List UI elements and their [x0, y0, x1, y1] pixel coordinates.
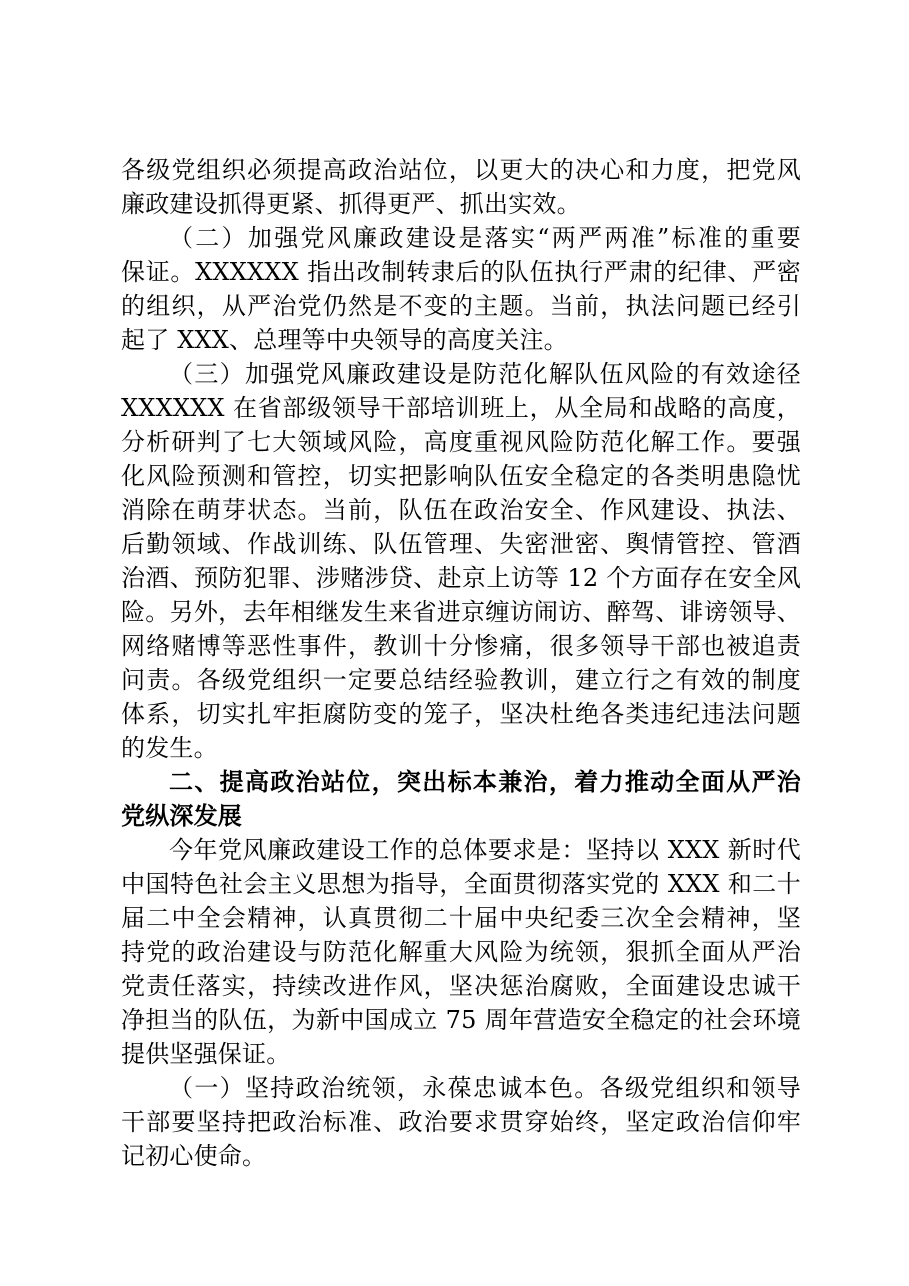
paragraph-line: 持党的政治建设与防范化解重大风险为统领，狠抓全面从严治 — [121, 938, 801, 966]
paragraph-line: 消除在萌芽状态。当前，队伍在政治安全、作风建设、执法、 — [121, 496, 801, 524]
paragraph-line: 提供坚强保证。 — [121, 1040, 291, 1068]
paragraph-line: 化风险预测和管控，切实把影响队伍安全稳定的各类明患隐忧 — [121, 462, 801, 490]
paragraph-line: 保证。XXXXXX 指出改制转隶后的队伍执行严肃的纪律、严密 — [121, 258, 801, 286]
paragraph-line: 分析研判了七大领域风险，高度重视风险防范化解工作。要强 — [121, 428, 801, 456]
chapter-heading-line: 二、提高政治站位，突出标本兼治，着力推动全面从严治 — [169, 767, 801, 796]
section-3-heading-line: （三）加强党风廉政建设是防范化解队伍风险的有效途径 — [169, 360, 801, 388]
chapter-heading-line: 党纵深发展 — [121, 801, 242, 830]
paragraph-line: 的组织，从严治党仍然是不变的主题。当前，执法问题已经引 — [121, 292, 801, 320]
paragraph-line: 体系，切实扎牢拒腐防变的笼子，坚决杜绝各类违纪违法问题 — [121, 700, 801, 728]
paragraph-line: 后勤领域、作战训练、队伍管理、失密泄密、舆情管控、管酒 — [121, 530, 801, 558]
paragraph-line: 起了 XXX、总理等中央领导的高度关注。 — [121, 326, 568, 354]
paragraph-line: 今年党风廉政建设工作的总体要求是：坚持以 XXX 新时代 — [169, 836, 801, 864]
paragraph-line: 党责任落实，持续改进作风，坚决惩治腐败，全面建设忠诚干 — [121, 972, 801, 1000]
paragraph-line: 干部要坚持把政治标准、政治要求贯穿始终，坚定政治信仰牢 — [121, 1108, 801, 1136]
paragraph-line: 廉政建设抓得更紧、抓得更严、抓出实效。 — [121, 190, 581, 218]
paragraph-line: 问责。各级党组织一定要总结经验教训，建立行之有效的制度 — [121, 666, 801, 694]
paragraph-line: 中国特色社会主义思想为指导，全面贯彻落实党的 XXX 和二十 — [121, 870, 801, 898]
paragraph-line: 记初心使命。 — [121, 1142, 267, 1170]
paragraph-line: 各级党组织必须提高政治站位，以更大的决心和力度，把党风 — [121, 156, 801, 184]
paragraph-line: 的发生。 — [121, 734, 218, 762]
paragraph-line: 净担当的队伍，为新中国成立 75 周年营造安全稳定的社会环境 — [121, 1006, 801, 1034]
paragraph-line: XXXXXX 在省部级领导干部培训班上，从全局和战略的高度， — [121, 394, 801, 422]
section-2-heading-line: （二）加强党风廉政建设是落实“两严两准”标准的重要 — [169, 224, 801, 252]
subsection-1-heading-line: （一）坚持政治统领，永葆忠诚本色。各级党组织和领导 — [169, 1074, 801, 1102]
paragraph-line: 届二中全会精神，认真贯彻二十届中央纪委三次全会精神，坚 — [121, 904, 801, 932]
paragraph-line: 网络赌博等恶性事件，教训十分惨痛，很多领导干部也被追责 — [121, 632, 801, 660]
paragraph-line: 治酒、预防犯罪、涉赌涉贷、赴京上访等 12 个方面存在安全风 — [121, 564, 801, 592]
paragraph-line: 险。另外，去年相继发生来省进京缠访闹访、醉驾、诽谤领导、 — [121, 598, 801, 626]
